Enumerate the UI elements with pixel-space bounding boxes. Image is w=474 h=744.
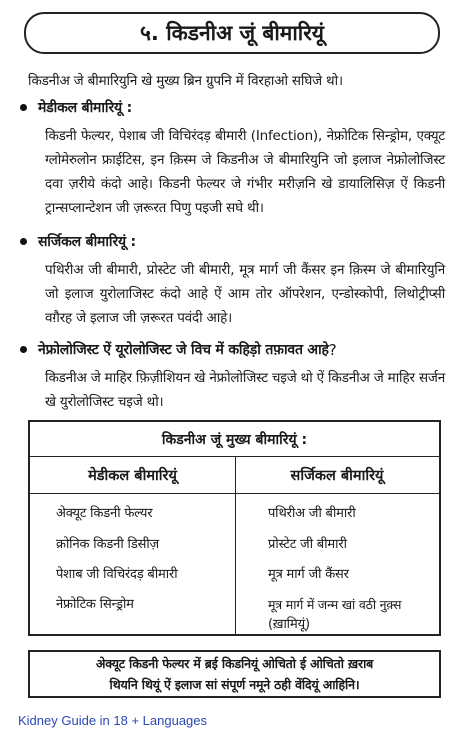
section-heading-medical xyxy=(20,98,132,117)
chapter-title-box xyxy=(24,12,440,54)
section-body-medical: किडनी फेल्यर, पेशाब जी विचिरंदड़ बीमारी (Infection), नेफ्रोटिक सिन्ड्रोम, एक्यूट ग्लोमेरुलोन फ्राईटिस, इन क़िस्म जे किडनीअ जे बीमारियुनि जो इलाज नेफ्रोलोजिस्ट दवा ज़रीये कंदो आहे। किडनी फेल्यर जे गंभीर मरीज़नि खे डायालिसिज़ ऐं किडनी ट्रान्सप्लान्टेशन जी ज़रूरत पिणु पइजी सघे थी। xyxy=(45,128,445,216)
table-cell-medical: नेफ्रोटिक सिन्ड्रोम xyxy=(56,597,134,612)
table-cell-medical: क्रोनिक किडनी डिसीज़ xyxy=(56,537,159,552)
table-cell-medical: पेशाब जी विचिरंदड़ बीमारी xyxy=(56,567,178,582)
table-cell-surgical: मूत्र मार्ग जी कैंसर xyxy=(268,567,349,582)
section-heading-difference xyxy=(20,340,337,359)
footer-caption: Kidney Guide in 18 + Languages xyxy=(18,713,208,728)
note-line-1: अेक्यूट किडनी फेल्यर में ब्रई किडनियूं ओचितो ई ओचितो ख़राब xyxy=(95,656,374,671)
table-header-medical: मेडीकल बीमारियूं xyxy=(30,456,235,494)
diseases-table xyxy=(28,420,441,636)
table-cell-surgical: पथिरीअ जी बीमारी xyxy=(268,506,356,521)
bullet-icon xyxy=(20,346,27,353)
section-body-difference: किडनीअ जे माहिर फ़िज़ीशियन खे नेफ्रोलोजिस्ट चइजे थो ऐं किडनीअ जे माहिर सर्जन खे युरोलोजिस्ट चइजे थो। xyxy=(45,370,445,410)
table-header-surgical: सर्जिकल बीमारियूं xyxy=(235,456,439,494)
table-cell-surgical: प्रोस्टेट जी बीमारी xyxy=(268,537,347,552)
table-cell-medical: अेक्यूट किडनी फेल्यर xyxy=(56,506,153,521)
section-heading-text: सर्जिकल बीमारियूं : xyxy=(38,234,136,250)
highlight-note-box xyxy=(28,650,441,698)
table-cell-surgical: मूत्र मार्ग में जन्म खां वठी नुक़्स xyxy=(268,597,402,612)
table-column-divider xyxy=(235,456,236,634)
bullet-icon xyxy=(20,104,27,111)
question-mark: ? xyxy=(328,340,337,359)
table-cell-surgical: (ख़ामियूं) xyxy=(268,617,310,632)
intro-paragraph: किडनीअ जे बीमारियुनि खे मुख्य ब्रिन ग्रुपनि में विरहाओ सघिजे थो। xyxy=(28,73,343,89)
chapter-title: ५. किडनीअ जूं बीमारियूं xyxy=(140,21,324,45)
bullet-icon xyxy=(20,238,27,245)
table-caption: किडनीअ जूं मुख्य बीमारियूं : xyxy=(30,422,439,457)
note-line-2: थियनि थियूं ऐं इलाज सां संपूर्ण नमूने ठही वेंदियूं आहिनि। xyxy=(109,677,360,692)
section-heading-surgical xyxy=(20,232,136,251)
section-heading-text: नेफ्रोलोजिस्ट ऐं यूरोलोजिस्ट जे विच में कहिड़ो तफ़ावत आहे xyxy=(38,342,329,358)
section-body-surgical: पथिरीअ जी बीमारी, प्रोस्टेट जी बीमारी, मूत्र मार्ग जी कैंसर इन क़िस्म जे बीमारियुनि जो इलाज युरोलाजिस्ट कंदो आहे ऐं आम तोर ऑपरेशन, एन्डोस्कोपी, लिथोट्रीप्सी वग़ैरह जे इलाज जी ज़रूरत पवंदी आहे। xyxy=(45,262,445,326)
section-heading-text: मेडीकल बीमारियूं : xyxy=(38,100,132,116)
